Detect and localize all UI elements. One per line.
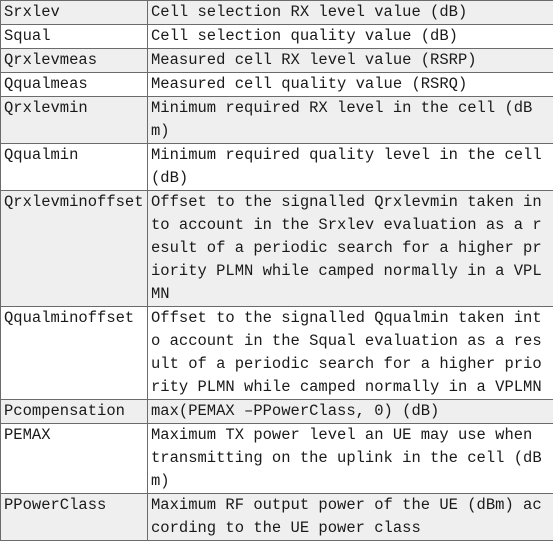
description-cell: Minimum required quality level in the cell (dB)	[148, 144, 553, 191]
table-row	[1, 97, 553, 144]
term-cell: Qqualminoffset	[1, 307, 148, 400]
term-cell: Pcompensation	[1, 400, 148, 424]
table-row	[1, 1, 553, 25]
term-cell: PPowerClass	[1, 494, 148, 541]
table-row	[1, 25, 553, 49]
table-row	[1, 494, 553, 541]
description-cell: Measured cell quality value (RSRQ)	[148, 73, 553, 97]
description-cell: Offset to the signalled Qqualmin taken into account in the Squal evaluation as a result of a periodic search for a higher priority PLMN while camped normally in a VPLMN	[148, 307, 553, 400]
description-cell: Minimum required RX level in the cell (dBm)	[148, 97, 553, 144]
description-cell: Cell selection RX level value (dB)	[148, 1, 553, 25]
description-cell: Offset to the signalled Qrxlevmin taken into account in the Srxlev evaluation as a result of a periodic search for a higher priority PLMN while camped normally in a VPLMN	[148, 191, 553, 307]
table-row	[1, 307, 553, 400]
term-cell: Qrxlevmin	[1, 97, 148, 144]
table-row	[1, 424, 553, 494]
table-row	[1, 73, 553, 97]
table-row	[1, 191, 553, 307]
term-cell: Qqualmin	[1, 144, 148, 191]
description-cell: Measured cell RX level value (RSRP)	[148, 49, 553, 73]
description-cell: max(PEMAX –PPowerClass, 0) (dB)	[148, 400, 553, 424]
description-cell: Maximum TX power level an UE may use when transmitting on the uplink in the cell (dBm)	[148, 424, 553, 494]
term-cell: Qrxlevminoffset	[1, 191, 148, 307]
table-row	[1, 400, 553, 424]
description-cell: Cell selection quality value (dB)	[148, 25, 553, 49]
description-cell: Maximum RF output power of the UE (dBm) according to the UE power class	[148, 494, 553, 541]
term-cell: Squal	[1, 25, 148, 49]
table-row	[1, 49, 553, 73]
term-cell: Qrxlevmeas	[1, 49, 148, 73]
term-cell: Qqualmeas	[1, 73, 148, 97]
term-cell: PEMAX	[1, 424, 148, 494]
table-row	[1, 144, 553, 191]
term-cell: Srxlev	[1, 1, 148, 25]
